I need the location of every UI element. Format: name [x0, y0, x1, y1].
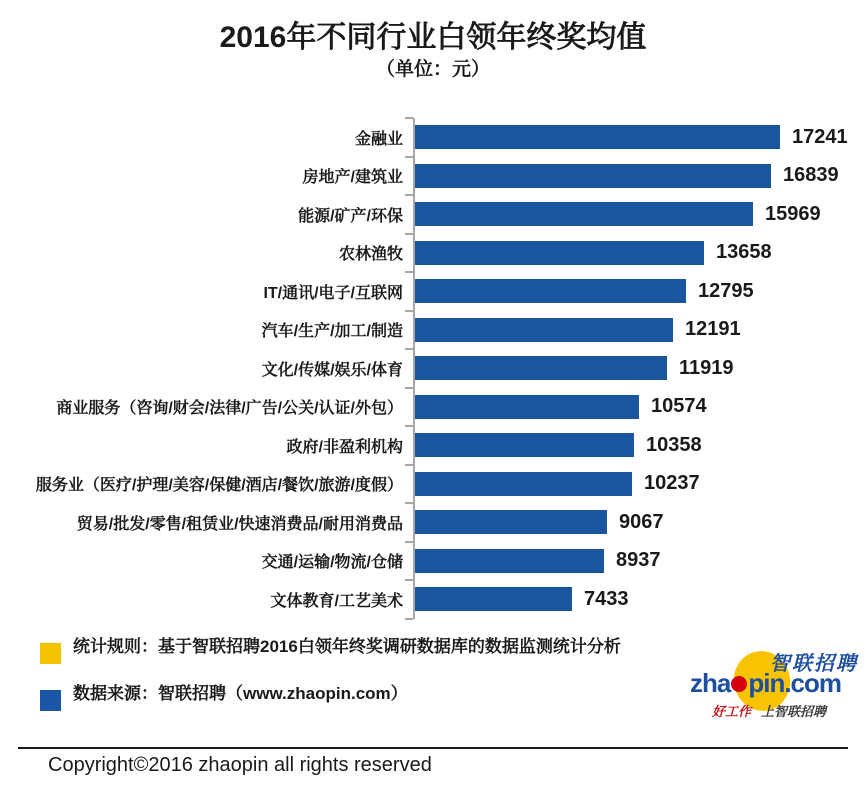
value-label: 8937 — [616, 549, 661, 572]
title-block — [0, 0, 866, 82]
category-label: 能源/矿产/环保 — [298, 207, 403, 225]
bar-area — [413, 388, 866, 427]
bar-area — [413, 118, 866, 157]
chart-row — [0, 234, 866, 273]
category-label: IT/通讯/电子/互联网 — [263, 284, 403, 302]
bar — [415, 472, 632, 496]
category-label: 政府/非盈利机构 — [286, 438, 403, 456]
axis-tick — [405, 194, 413, 196]
bar-area — [413, 465, 866, 504]
category-label: 服务业（医疗/护理/美容/保健/酒店/餐饮/旅游/度假） — [35, 477, 403, 495]
value-label: 13658 — [716, 241, 772, 264]
value-label: 15969 — [765, 202, 821, 225]
axis-tick — [405, 618, 413, 620]
value-label: 9067 — [619, 510, 664, 533]
copyright-text: Copyright©2016 zhaopin all rights reserved — [48, 754, 432, 776]
note-text: 统计规则：基于智联招聘2016白领年终奖调研数据库的数据监测统计分析 — [73, 636, 621, 656]
chart-row — [0, 503, 866, 542]
axis-tick — [405, 502, 413, 504]
unit-subtitle: （单位：元） — [375, 59, 490, 80]
axis-tick — [405, 310, 413, 312]
chart-row — [0, 272, 866, 311]
value-label: 10358 — [646, 433, 702, 456]
note-marker-yellow-square — [40, 643, 61, 664]
category-label: 贸易/批发/零售/租赁业/快速消费品/耐用消费品 — [76, 515, 403, 533]
bar-area — [413, 311, 866, 350]
axis-tick — [405, 348, 413, 350]
bar-area — [413, 580, 866, 619]
chart-row — [0, 426, 866, 465]
axis-tick — [405, 425, 413, 427]
logo-tagline-red: 好工作 — [712, 704, 752, 719]
bar-area — [413, 195, 866, 234]
bar — [415, 279, 686, 303]
value-label: 12795 — [698, 279, 754, 302]
logo-domain-suffix: pin.com — [748, 668, 842, 698]
category-label: 汽车/生产/加工/制造 — [261, 323, 403, 341]
chart-row — [0, 388, 866, 427]
logo-tagline-dark: 上智联招聘 — [761, 704, 827, 719]
chart-rows — [0, 118, 866, 619]
chart-row — [0, 580, 866, 619]
category-label: 金融业 — [354, 130, 403, 148]
note-text: 数据来源：智联招聘（www.zhaopin.com） — [73, 683, 408, 703]
axis-tick — [405, 579, 413, 581]
category-label: 农林渔牧 — [338, 246, 403, 264]
page-title: 2016年不同行业白领年终奖均值 — [219, 21, 647, 54]
chart-row — [0, 311, 866, 350]
axis-tick — [405, 271, 413, 273]
logo-chinese-name: 智联招聘 — [770, 653, 858, 675]
chart-row — [0, 542, 866, 581]
category-label: 交通/运输/物流/仓储 — [261, 554, 403, 572]
bar — [415, 164, 771, 188]
axis-tick — [405, 156, 413, 158]
note-marker-blue-square — [40, 690, 61, 711]
chart-row — [0, 118, 866, 157]
chart-row — [0, 349, 866, 388]
value-label: 17241 — [792, 125, 848, 148]
zhaopin-logo — [688, 645, 860, 733]
axis-tick — [405, 541, 413, 543]
bottom-divider — [18, 747, 848, 749]
category-label: 房地产/建筑业 — [302, 169, 403, 187]
bar-area — [413, 349, 866, 388]
value-label: 10574 — [651, 395, 707, 418]
bar — [415, 433, 634, 457]
logo-domain-text — [690, 669, 841, 697]
category-label: 文体教育/工艺美术 — [270, 592, 403, 610]
bar — [415, 587, 572, 611]
bar — [415, 318, 673, 342]
bar-area — [413, 157, 866, 196]
axis-tick — [405, 464, 413, 466]
logo-tagline — [712, 701, 826, 720]
bar — [415, 395, 639, 419]
value-label: 11919 — [679, 356, 734, 379]
category-label: 商业服务（咨询/财会/法律/广告/公关/认证/外包） — [56, 400, 403, 418]
axis-tick — [405, 387, 413, 389]
bar — [415, 510, 607, 534]
logo-red-dot-icon — [731, 676, 747, 692]
bar-area — [413, 503, 866, 542]
value-label: 16839 — [783, 164, 839, 187]
bar — [415, 549, 604, 573]
axis-tick — [405, 233, 413, 235]
bar — [415, 202, 753, 226]
bar-area — [413, 426, 866, 465]
value-label: 7433 — [584, 587, 629, 610]
chart-row — [0, 157, 866, 196]
bar-area — [413, 234, 866, 273]
bar — [415, 356, 667, 380]
bar — [415, 241, 704, 265]
chart-row — [0, 195, 866, 234]
bar — [415, 125, 780, 149]
axis-tick — [405, 117, 413, 119]
bar-chart — [0, 118, 866, 619]
category-label: 文化/传媒/娱乐/体育 — [261, 361, 403, 379]
bar-area — [413, 272, 866, 311]
chart-row — [0, 465, 866, 504]
logo-domain-prefix: zha — [690, 668, 731, 698]
bar-area — [413, 542, 866, 581]
value-label: 10237 — [644, 472, 700, 495]
value-label: 12191 — [685, 318, 741, 341]
